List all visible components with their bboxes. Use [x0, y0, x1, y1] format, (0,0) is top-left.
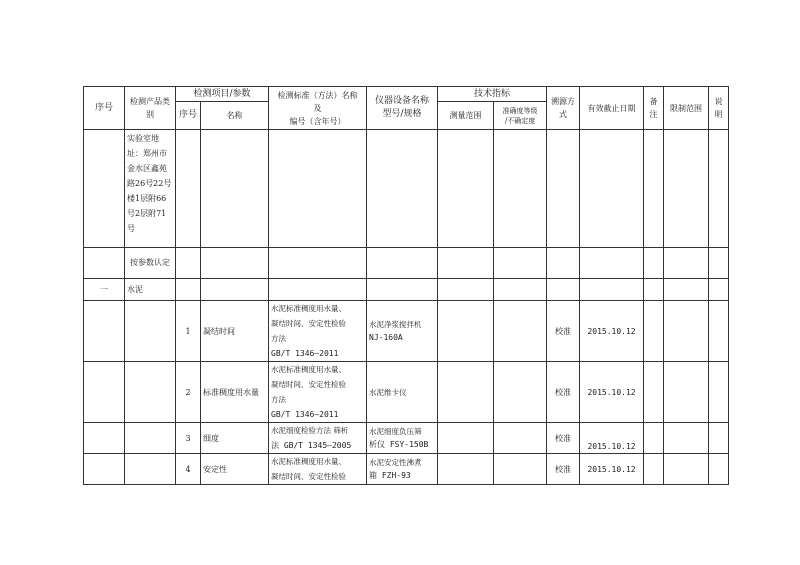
- row-instrument: [367, 454, 438, 485]
- section-name: 水泥: [125, 279, 176, 301]
- accreditation-table: [83, 86, 729, 485]
- instrument-line: 水泥维卡仪: [369, 387, 407, 397]
- col-header-standard: [269, 87, 367, 130]
- standard-line: 凝结时间、安定性检验: [271, 472, 347, 481]
- row-item-name: 凝结时间: [201, 301, 269, 362]
- col-header-trace: 溯源方式: [547, 87, 580, 130]
- row-instrument: [367, 301, 438, 362]
- instrument-line: 水泥安定性沸煮: [369, 458, 422, 467]
- row-item-name: 标准稠度用水量: [201, 362, 269, 423]
- instrument-header-line-1: 仪器设备名称: [375, 96, 430, 106]
- table-row: [84, 454, 729, 485]
- standard-header-line-3: 编号（含年号）: [289, 116, 346, 126]
- row-instrument: [367, 423, 438, 454]
- param-row: [84, 248, 729, 279]
- row-seq: 4: [176, 454, 201, 485]
- row-seq: 2: [176, 362, 201, 423]
- table-row: [84, 423, 729, 454]
- col-header-instrument: [367, 87, 438, 130]
- standard-line: 水泥标准稠度用水量、: [271, 457, 347, 466]
- col-header-item-name: 名称: [201, 102, 269, 130]
- instrument-line: NJ-160A: [369, 333, 403, 342]
- row-item-name: 细度: [201, 423, 269, 454]
- lab-address: 实验室地址：郑州市金水区鑫苑路26号22号楼1层附66号2层附71号: [125, 130, 176, 248]
- col-header-limit: 限制范围: [664, 87, 709, 130]
- instrument-line: 析仪 FSY-150B: [369, 440, 429, 449]
- section-seq: 一: [84, 279, 125, 301]
- address-row: [84, 130, 729, 248]
- row-valid-date: 2015.10.12: [580, 454, 644, 485]
- instrument-header-line-2: 型号/规格: [382, 109, 422, 119]
- standard-line: 法 GB/T 1345—2005: [271, 441, 352, 450]
- standard-line: GB/T 1346—2011: [271, 349, 339, 358]
- accuracy-header-line-2: /不确定度: [504, 116, 536, 125]
- standard-header-line-1: 检测标准（方法）名称: [277, 90, 358, 100]
- accuracy-header-line-1: 准确度等级: [502, 106, 538, 115]
- standard-line: 水泥标准稠度用水量、: [271, 365, 347, 374]
- col-header-category: 检测产品类别: [125, 87, 176, 130]
- col-header-remark: 备注: [644, 87, 664, 130]
- standard-line: 凝结时间、安定性检验: [271, 319, 347, 328]
- col-header-valid: 有效截止日期: [580, 87, 644, 130]
- row-standard: [269, 423, 367, 454]
- col-header-tech: 技术指标: [438, 87, 547, 102]
- standard-header-line-2: 及: [313, 103, 322, 113]
- row-trace: 校准: [547, 301, 580, 362]
- standard-line: 凝结时间、安定性检验: [271, 380, 347, 389]
- row-trace: 校准: [547, 362, 580, 423]
- row-valid-date: 2015.10.12: [580, 362, 644, 423]
- standard-line: 方法: [271, 395, 287, 404]
- col-header-seq: 序号: [84, 87, 125, 130]
- col-header-range: 测量范围: [438, 102, 494, 130]
- standard-line: 水泥标准稠度用水量、: [271, 304, 347, 313]
- standard-line: 方法: [271, 334, 287, 343]
- row-standard: [269, 301, 367, 362]
- row-standard: [269, 362, 367, 423]
- row-seq: 3: [176, 423, 201, 454]
- col-header-item-group: 检测项目/参数: [176, 87, 269, 102]
- row-instrument: [367, 362, 438, 423]
- table-row: [84, 301, 729, 362]
- instrument-line: 水泥细度负压筛: [369, 427, 422, 436]
- row-standard: [269, 454, 367, 485]
- row-seq: 1: [176, 301, 201, 362]
- row-valid-date: 2015.10.12: [580, 301, 644, 362]
- header-row-1: [84, 87, 729, 102]
- row-trace: 校准: [547, 454, 580, 485]
- instrument-line: 箱 FZH-93: [369, 471, 411, 480]
- col-header-item-seq: 序号: [176, 102, 201, 130]
- col-header-note: 说明: [709, 87, 729, 130]
- row-trace: 校准: [547, 423, 580, 454]
- table-row: [84, 362, 729, 423]
- standard-line: GB/T 1346—2011: [271, 410, 339, 419]
- standard-line: 水泥细度检验方法 筛析: [271, 426, 349, 435]
- col-header-accuracy: [494, 102, 547, 130]
- param-recognition: 按参数认定: [125, 248, 176, 279]
- row-item-name: 安定性: [201, 454, 269, 485]
- row-valid-date: 2015.10.12: [580, 423, 644, 454]
- instrument-line: 水泥净浆搅拌机: [369, 320, 422, 329]
- section-row: [84, 279, 729, 301]
